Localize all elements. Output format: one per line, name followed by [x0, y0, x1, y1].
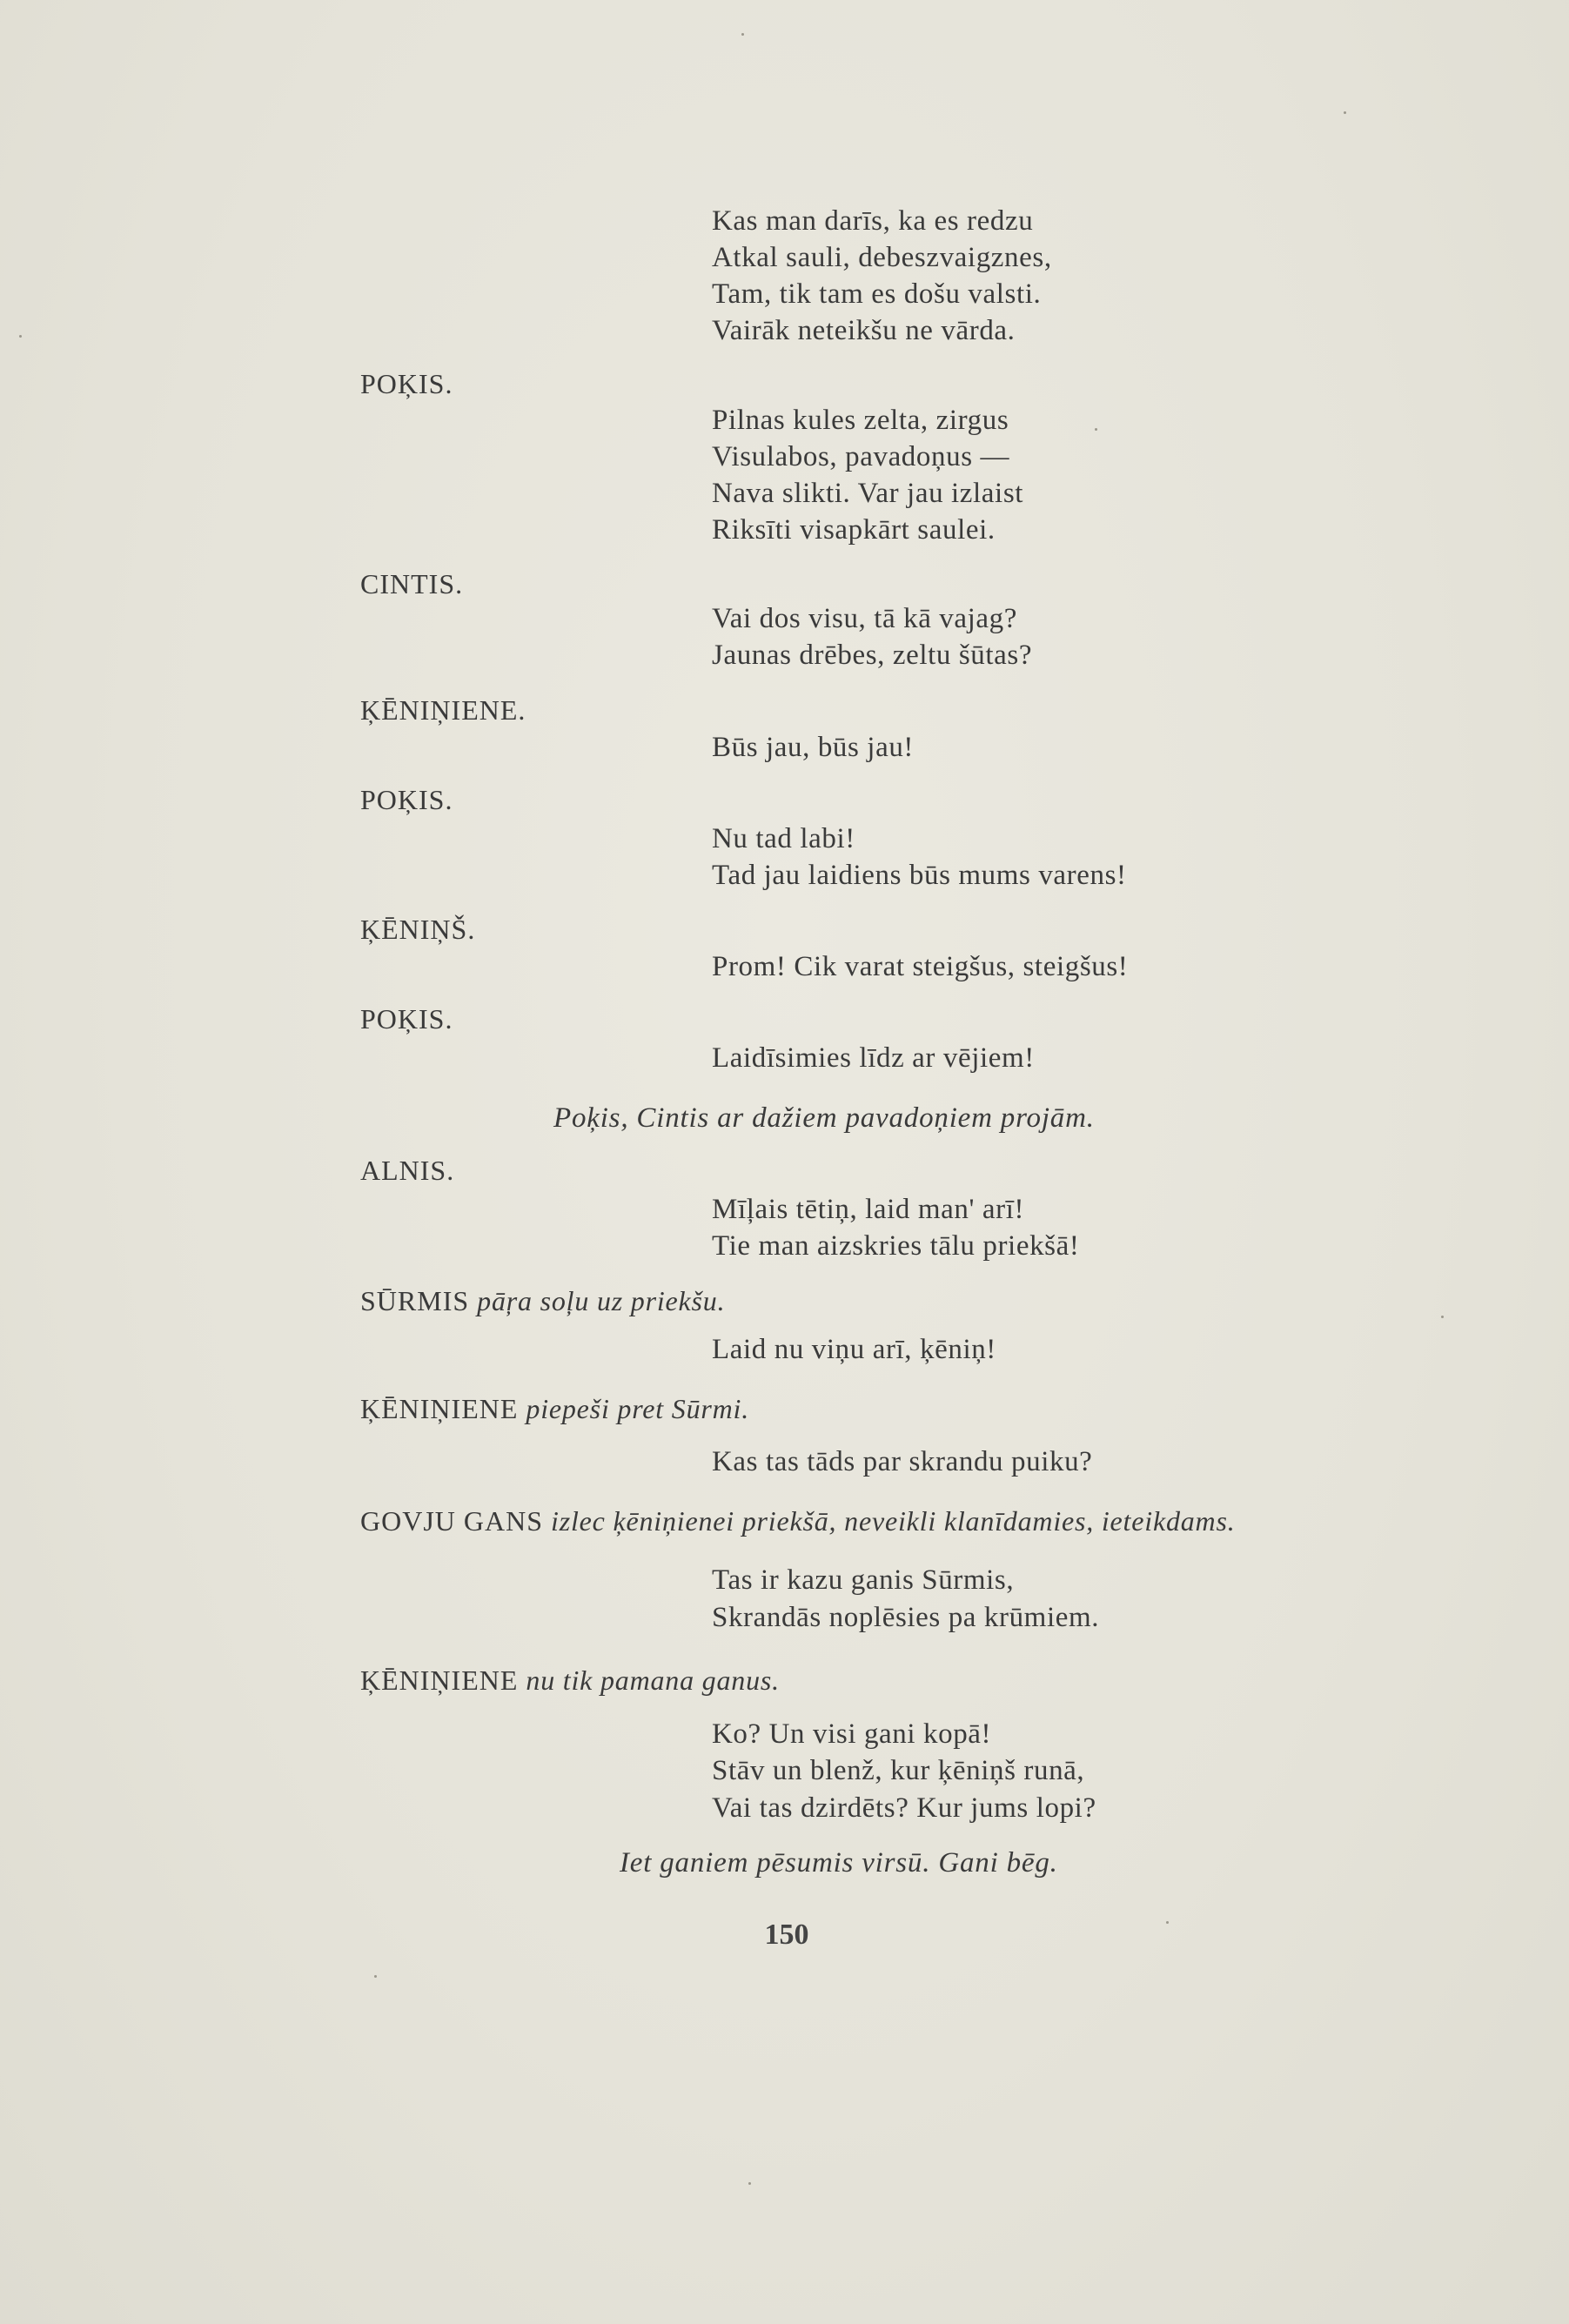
verse-line: Kas man darīs, ka es redzu [712, 205, 1034, 237]
paper-speck [748, 2182, 751, 2185]
stage-note: izlec ķēniņienei priekšā, neveikli klanīdamies, ieteikdams. [551, 1505, 1236, 1537]
speaker-name: SŪRMIS [360, 1285, 470, 1316]
speaker-name: ĶĒNIŅŠ. [360, 914, 476, 945]
stage-direction: Iet ganiem pēsumis virsū. Gani bēg. [620, 1847, 1058, 1879]
speaker-name: ĶĒNIŅIENE [360, 1664, 519, 1696]
verse-line: Tad jau laidiens būs mums varens! [712, 860, 1127, 891]
stage-note: piepeši pret Sūrmi. [526, 1393, 750, 1424]
speaker-line [360, 1283, 725, 1319]
verse-line: Vai tas dzirdēts? Kur jums lopi? [712, 1792, 1096, 1824]
speaker-name: ĶĒNIŅIENE [360, 1393, 519, 1424]
verse-line: Skrandās noplēsies pa krūmiem. [712, 1602, 1100, 1633]
speaker-line [360, 1662, 780, 1698]
verse-line: Jaunas drēbes, zeltu šūtas? [712, 640, 1033, 671]
speaker-name: POĶIS. [360, 784, 453, 815]
speaker-name: GOVJU GANS [360, 1505, 544, 1537]
speaker-name: POĶIS. [360, 1003, 453, 1035]
paper-speck [19, 335, 22, 338]
verse-line: Ko? Un visi gani kopā! [712, 1718, 992, 1750]
verse-line: Pilnas kules zelta, zirgus [712, 405, 1009, 436]
verse-line: Stāv un blenž, kur ķēniņš runā, [712, 1755, 1085, 1786]
paper-speck [1166, 1921, 1169, 1924]
verse-line: Laid nu viņu arī, ķēniņ! [712, 1334, 996, 1365]
paper-speck [1441, 1316, 1444, 1318]
speaker-name: ALNIS. [360, 1155, 455, 1186]
verse-line: Būs jau, būs jau! [712, 732, 915, 763]
paper-speck [741, 33, 744, 36]
verse-line: Atkal sauli, debeszvaigznes, [712, 242, 1052, 273]
verse-line: Prom! Cik varat steigšus, steigšus! [712, 951, 1129, 982]
paper-speck [374, 1975, 377, 1978]
speaker-name: POĶIS. [360, 368, 453, 399]
verse-line: Tie man aizskries tālu priekšā! [712, 1230, 1080, 1262]
paper-speck [1344, 111, 1346, 114]
stage-direction: Poķis, Cintis ar dažiem pavadoņiem projām. [553, 1102, 1095, 1134]
verse-line: Mīļais tētiņ, laid man' arī! [712, 1194, 1025, 1225]
page-number: 150 [764, 1919, 809, 1951]
verse-line: Vai dos visu, tā kā vajag? [712, 603, 1018, 634]
stage-note: pāŗa soļu uz priekšu. [477, 1285, 726, 1316]
speaker-name: CINTIS. [360, 568, 464, 599]
verse-line: Nava slikti. Var jau izlaist [712, 478, 1024, 509]
speaker-name: ĶĒNIŅIENE. [360, 694, 526, 726]
paper-speck [1095, 428, 1097, 431]
verse-line: Kas tas tāds par skrandu puiku? [712, 1446, 1093, 1477]
stage-note: nu tik pamana ganus. [526, 1664, 780, 1696]
verse-line: Tas ir kazu ganis Sūrmis, [712, 1564, 1015, 1596]
verse-line: Tam, tik tam es došu valsti. [712, 278, 1042, 310]
verse-line: Vairāk neteikšu ne vārda. [712, 315, 1016, 346]
speaker-line [360, 1390, 749, 1427]
verse-line: Nu tad labi! [712, 823, 855, 854]
verse-line: Laidīsimies līdz ar vējiem! [712, 1042, 1035, 1074]
verse-line: Riksīti visapkārt saulei. [712, 514, 996, 546]
verse-line: Visulabos, pavadoņus — [712, 441, 1010, 472]
speaker-line [360, 1503, 1236, 1539]
